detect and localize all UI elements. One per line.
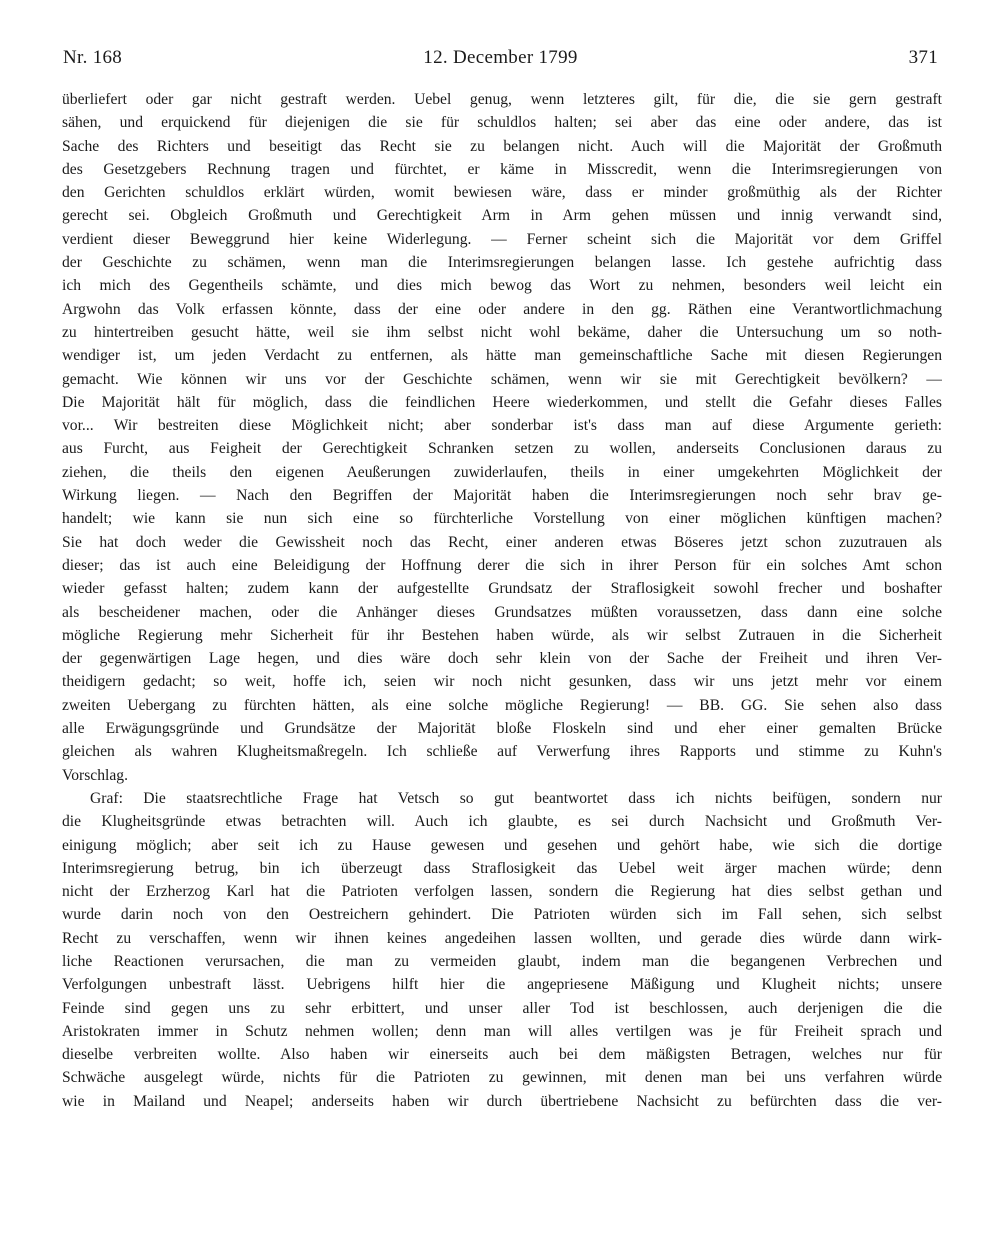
text-line: Aristokraten immer in Schutz nehmen wollen; denn man will alles vertilgen was je für Freiheit sprach und	[62, 1022, 942, 1040]
text-line: Schwäche ausgelegt würde, nichts für die Patrioten zu gewinnen, mit denen man bei uns verfahren würde	[62, 1069, 942, 1087]
text-line	[62, 1113, 942, 1136]
text-line: die Klugheitsgründe etwas betrachten will. Auch ich glaubte, es sei durch Nachsicht und Großmuth Ver-	[62, 813, 942, 831]
text-line: wendiger ist, um jeden Verdacht zu entfernen, als hätte man gemeinschaftliche Sache mit diesen Regierungen	[62, 347, 942, 365]
text-line: handelt; wie kann sie nun sich eine so fürchterliche Vorstellung von einer möglichen künftigen machen?	[62, 510, 942, 528]
text-line: den Gerichten schuldlos erklärt würden, womit bewiesen wäre, dass er minder großmüthig als der Richter	[62, 184, 942, 202]
text-line: Verfolgungen unbestraft lässt. Uebrigens hilft hier die angepriesene Mäßigung und Klugheit nichts; unsere	[62, 976, 942, 994]
text-line: Vorschlag.	[62, 766, 128, 784]
text-line: ich mich des Gegentheils schämte, und dies mich bewog das Wort zu nehmen, besonders weil leicht ein	[62, 277, 942, 295]
text-line: mögliche Regierung mehr Sicherheit für ihr Bestehen haben würde, als wir selbst Zutrauen in die Sicherheit	[62, 626, 942, 644]
text-line: überliefert oder gar nicht gestraft werden. Uebel genug, wenn letzteres gilt, für die, die sie gern gestraft	[62, 91, 942, 108]
text-line: Argwohn das Volk erfassen könnte, dass der eine oder andere in den gg. Räthen eine Verantwortlichmachung	[62, 300, 942, 318]
text-line: der gegenwärtigen Lage hegen, und dies wäre doch sehr klein von der Sache der Freiheit und ihren Ver-	[62, 650, 942, 668]
text-line: Interimsregierung betrug, bin ich überzeugt dass Straflosigkeit das Uebel weit ärger machen würde; denn	[62, 859, 942, 877]
text-line: Wirkung liegen. — Nach den Begriffen der Majorität haben die Interimsregierungen noch sehr brav ge-	[62, 487, 942, 505]
text-line: Feinde sind gegen uns zu sehr erbittert, und unser aller Tod ist beschlossen, auch derjenigen die die	[62, 999, 942, 1017]
text-line: einigung möglich; aber seit ich zu Hause gewesen und gesehen und gehört habe, wie sich die dortige	[62, 836, 942, 854]
text-line: der Geschichte zu schämen, wenn man die Interimsregierungen belangen lasse. Ich gestehe aufrichtig dass	[62, 254, 942, 272]
text-line: theidigern gedacht; so weit, hoffe ich, seien wir noch nicht gesunken, dass wir uns jetzt mehr vor einem	[62, 673, 942, 691]
text-line: alle Erwägungsgründe und Grundsätze der Majorität bloße Floskeln sind und eher einer gemalten Brücke	[62, 720, 942, 738]
text-line: Die Majorität hält für möglich, dass die feindlichen Heere wiederkommen, und stellt die Gefahr dieses Falles	[62, 393, 942, 411]
text-line: vor... Wir bestreiten diese Möglichkeit nicht; aber sonderbar ist's dass man auf diese Argumente gerieth:	[62, 417, 942, 435]
text-line: nicht der Erzherzog Karl hat die Patrioten verfolgen lassen, sondern die Regierung hat dies selbst gethan und	[62, 883, 942, 901]
text-line: wie in Mailand und Neapel; anderseits haben wir durch übertriebene Nachsicht zu befürchten dass die ver-	[62, 1092, 942, 1110]
text-line: zu hintertreiben gesucht hätte, weil sie ihm selbst nicht wohl bekäme, daher die Untersuchung um so noth-	[62, 323, 942, 341]
text-line: Sie hat doch weder die Gewissheit noch das Recht, einer anderen etwas Böseres jetzt schon zuzutrauen als	[62, 533, 942, 551]
text-line: aus Furcht, aus Feigheit der Gerechtigkeit Schranken setzen zu wollen, anderseits Conclusionen daraus zu	[62, 440, 942, 458]
text-line: wieder gefasst halten; zudem kann der aufgestellte Grundsatz der Straflosigkeit sowohl frecher und boshafter	[62, 580, 942, 598]
text-line: dieser; das ist auch eine Beleidigung der Hoffnung derer die sich in ihrer Person für ein solches Amt schon	[62, 556, 942, 574]
text-line: Graf: Die staatsrechtliche Frage hat Vetsch so gut beantwortet dass ich nichts beifügen, sondern nur	[90, 789, 942, 807]
text-line: gerecht sei. Obgleich Großmuth und Gerechtigkeit Arm in Arm gehen müssen und innig verwandt sind,	[62, 207, 942, 225]
text-line: verdient dieser Beweggrund hier keine Widerlegung. — Ferner scheint sich die Majorität vor dem Griffel	[62, 230, 942, 248]
text-line: liche Reactionen verursachen, die man zu vermeiden glaubt, indem man die begangenen Verbrechen und	[62, 952, 942, 970]
text-line: als bescheidener machen, oder die Anhänger dieses Grundsatzes müßten voraussetzen, dass dann eine solche	[62, 603, 942, 621]
text-line: Sache des Richters und beseitigt das Recht sie zu belangen nicht. Auch will die Majorität der Großmuth	[62, 137, 942, 155]
text-line: dieselbe verbreiten wollte. Also haben wir einerseits auch bei dem mäßigsten Betragen, welches nur für	[62, 1046, 942, 1064]
text-line: zweiten Uebergang zu fürchten hätten, als eine solche mögliche Regierung! — BB. GG. Sie sehen also dass	[62, 696, 942, 714]
text-line: Recht zu verschaffen, wenn wir ihnen keines angedeihen lassen wollten, und gerade dies würde dann wirk-	[62, 929, 942, 947]
document-number: Nr. 168	[63, 47, 123, 68]
page-number: 371	[908, 47, 938, 68]
text-line: wurde darin noch von den Oestreichern gehindert. Die Patrioten würden sich im Fall sehen, sich selbst	[62, 906, 942, 924]
header-date: 12. December 1799	[423, 47, 578, 68]
text-line: gleichen als wahren Klugheitsmaßregeln. Ich schließe auf Verwerfung ihres Rapports und stimme zu Kuhn's	[62, 743, 942, 761]
text-line: gemacht. Wie können wir uns vor der Geschichte schämen, wenn wir sie mit Gerechtigkeit bevölkern? —	[62, 370, 942, 388]
running-header	[63, 47, 938, 73]
body-text	[62, 88, 942, 1136]
text-line: sähen, und erquickend für diejenigen die sie für schuldlos halten; sei aber das eine oder andere, das ist	[62, 114, 942, 132]
text-line: des Gesetzgebers Rechnung tragen und fürchtet, er käme in Misscredit, wenn die Interimsregierungen von	[62, 160, 942, 178]
text-line: ziehen, die theils den eigenen Aeußerungen zuwiderlaufen, theils in einer umgekehrten Möglichkeit der	[62, 463, 942, 481]
